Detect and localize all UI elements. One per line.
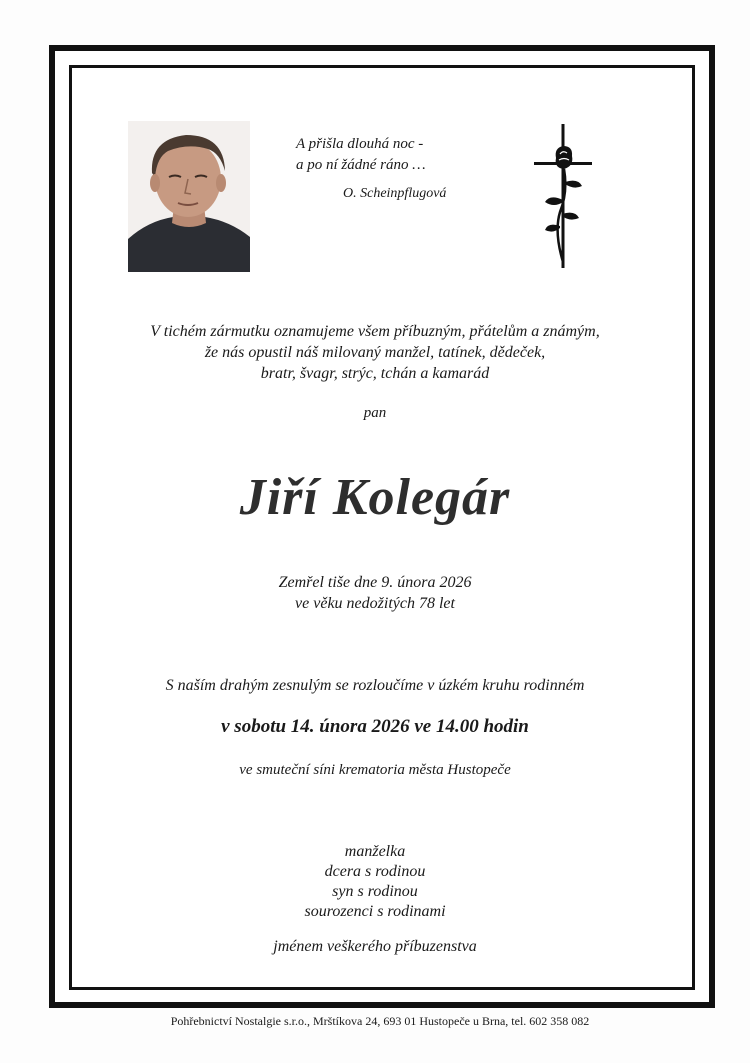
motto-line-2: a po ní žádné ráno … — [296, 157, 426, 173]
funeral-home-footer: Pohřebnictví Nostalgie s.r.o., Mrštíkova 24, 693 01 Hustopeče u Brna, tel. 602 358 082 — [170, 1014, 590, 1028]
title-word: pan — [363, 405, 387, 421]
motto-line-1: A přišla dlouhá noc - — [296, 136, 424, 152]
ceremony-datetime: v sobotu 14. února 2026 ve 14.00 hodin — [221, 716, 529, 737]
mourner-item: syn s rodinou — [332, 883, 418, 900]
mourner-item: manželka — [344, 843, 406, 860]
mourner-item: dcera s rodinou — [324, 863, 426, 880]
mourners-closing: jménem veškerého příbuzenstva — [273, 938, 477, 955]
deceased-name: Jiří Kolegár — [239, 469, 511, 526]
mourner-item: sourozenci s rodinami — [304, 903, 446, 920]
announcement-line-1: V tichém zármutku oznamujeme všem příbuzným, přátelům a známým, — [150, 323, 600, 340]
announcement-line-2: že nás opustil náš milovaný manžel, tatínek, dědeček, — [204, 344, 546, 361]
age-line: ve věku nedožitých 78 let — [295, 595, 455, 612]
ceremony-venue: ve smuteční síni krematoria města Hustopeče — [239, 762, 511, 778]
motto-author: O. Scheinpflugová — [343, 186, 447, 201]
announcement-line-3: bratr, švagr, strýc, tchán a kamarád — [260, 365, 490, 382]
cross-with-rose-icon — [530, 122, 596, 270]
portrait-photo — [128, 121, 250, 272]
death-date-line: Zemřel tiše dne 9. února 2026 — [278, 574, 472, 591]
farewell-line: S naším drahým zesnulým se rozloučíme v úzkém kruhu rodinném — [165, 677, 585, 694]
